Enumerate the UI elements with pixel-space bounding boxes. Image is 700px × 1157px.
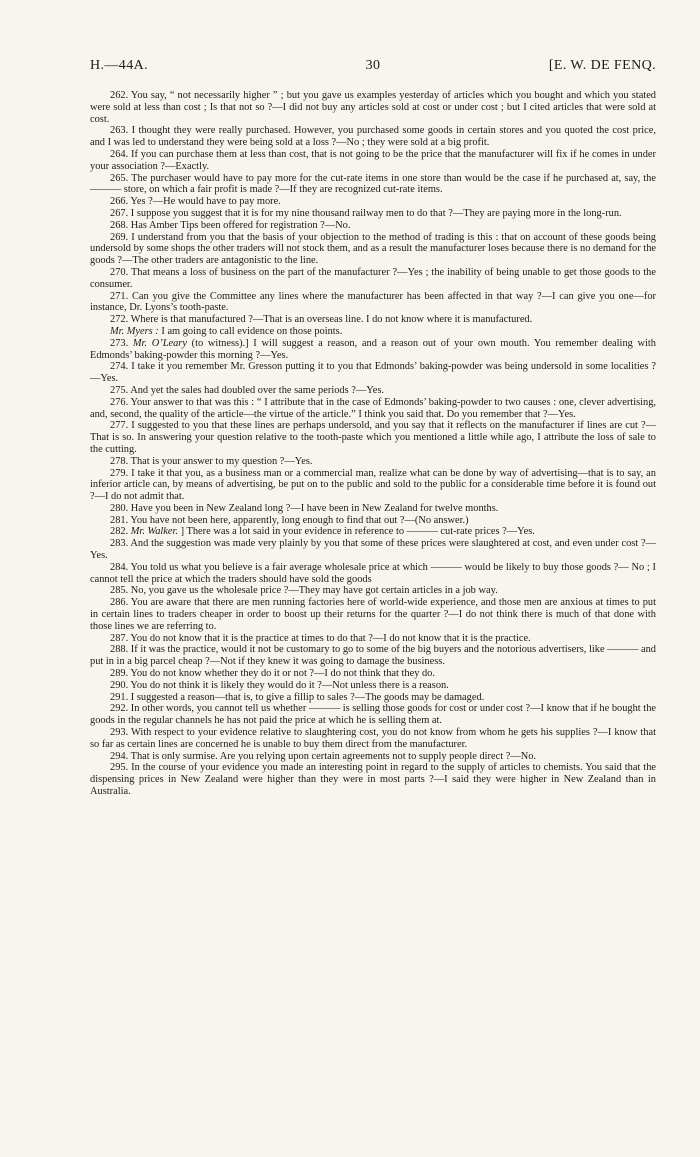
transcript-paragraph — [90, 562, 656, 586]
transcript-paragraph — [90, 420, 656, 455]
paragraph-text: 263. I thought they were really purchased. However, you purchased some goods in certain stores and you quoted the cost price, and I was led to understand they were being sold at a loss ?—No ; they were sold at a big profit. — [90, 125, 656, 149]
transcript-paragraph — [90, 173, 656, 197]
evidence-transcript — [90, 90, 656, 798]
transcript-paragraph — [90, 633, 656, 645]
paragraph-text: 272. Where is that manufactured ?—That is an overseas line. I do not know where it is manufactured. — [110, 314, 533, 326]
transcript-paragraph — [90, 149, 656, 173]
paragraph-text: 295. In the course of your evidence you made an interesting point in regard to the supply of articles to chemists. You said that the dispensing prices in New Zealand were higher than they were in most parts ?—I said they were higher in New Zealand than in Australia. — [90, 762, 656, 798]
paragraph-text: 271. Can you give the Committee any lines where the manufacturer has been affected in that way ?—I can give you one—for instance, Dr. Lyons’s tooth-paste. — [90, 290, 656, 314]
paragraph-number: 282. — [110, 526, 131, 538]
transcript-paragraph — [90, 326, 656, 338]
paragraph-text: 281. You have not been here, apparently, long enough to find that out ?—(No answer.) — [110, 514, 469, 526]
paragraph-text: 286. You are aware that there are men running factories here of world-wide experience, and those men are anxious at times to put in certain lines to traders cheaper in order to boost up their returns for the quarter ?—I do not think there is much of that done with those lines we are referring to. — [90, 597, 656, 632]
transcript-paragraph — [90, 125, 656, 149]
transcript-paragraph — [90, 727, 656, 751]
paragraph-text: 278. That is your answer to my question ?—Yes. — [110, 455, 313, 467]
transcript-paragraph — [90, 291, 656, 315]
paragraph-number: 273. — [110, 337, 133, 349]
paragraph-text: 269. I understand from you that the basis of your objection to the method of trading is this : that on account of these goods being undersold by some shops the other traders will not stock them, and as a result the manufacturer loses because there is no demand for the goods ?—The other traders are antagonistic to the line. — [90, 231, 656, 267]
paragraph-text: 287. You do not know that it is the practice at times to do that ?—I do not know that it is the practice. — [110, 632, 531, 644]
transcript-paragraph — [90, 314, 656, 326]
transcript-paragraph — [90, 644, 656, 668]
paragraph-text: 275. And yet the sales had doubled over the same periods ?—Yes. — [110, 384, 384, 396]
transcript-paragraph — [90, 762, 656, 797]
transcript-paragraph — [90, 538, 656, 562]
paragraph-text: 265. The purchaser would have to pay more for the cut-rate items in one store than would be the case if he purchased at, say, the ——— store, on which a fair profit is made ?—If they are recognized cut-rate items. — [90, 172, 656, 196]
paragraph-text: 284. You told us what you believe is a fair average wholesale price at which ——— would be likely to buy those goods ?— No ; I cannot tell the price at which the traders should have sold the goods — [90, 561, 656, 585]
paragraph-text: 291. I suggested a reason—that is, to give a fillip to sales ?—The goods may be damaged. — [110, 691, 485, 703]
paragraph-text: 285. No, you gave us the wholesale price ?—They may have got certain articles in a job way. — [110, 585, 498, 597]
transcript-paragraph — [90, 456, 656, 468]
transcript-paragraph — [90, 503, 656, 515]
paragraph-text: 294. That is only surmise. Are you relying upon certain agreements not to supply people direct ?—No. — [110, 750, 537, 762]
paragraph-text: 277. I suggested to you that these lines are perhaps undersold, and you say that it reflects on the manufacturer if lines are cut ?—That is so. In answering your question relative to the tooth-paste which you mentioned a little while ago, I attribute the loss of sale to the cutting. — [90, 420, 656, 455]
paragraph-text: 276. Your answer to that was this : “ I attribute that in the case of Edmonds’ baking-powder to two causes : one, clever advertising, and, second, the quality of the article—the virtue of the article.” I think you said that. Do you remember that ?—Yes. — [90, 396, 656, 420]
paragraph-text: ] There was a lot said in your evidence in reference to ——— cut-rate prices ?—Yes. — [180, 526, 535, 538]
paragraph-text: I am going to call evidence on those points. — [161, 325, 343, 337]
document-reference: H.—44A. — [90, 58, 149, 73]
page-header — [90, 58, 656, 88]
paragraph-text: 293. With respect to your evidence relative to slaughtering cost, you do not know from whom he gets his supplies ?—I know that so far as certain lines are concerned he is unable to buy them direct from the manufacturer. — [90, 727, 656, 750]
transcript-paragraph — [90, 680, 656, 692]
transcript-paragraph — [90, 220, 656, 232]
speaker-name: Mr. Myers : — [110, 325, 159, 337]
transcript-paragraph — [90, 668, 656, 680]
transcript-paragraph — [90, 692, 656, 704]
transcript-paragraph — [90, 232, 656, 267]
paragraph-text: 267. I suppose you suggest that it is for my nine thousand railway men to do that ?—They are paying more in the long-run. — [110, 207, 622, 219]
paragraph-text: 289. You do not know whether they do it or not ?—I do not think that they do. — [110, 668, 435, 680]
paragraph-text: 279. I take it that you, as a business man or a commercial man, realize what can be done by way of advertising—that is to say, an inferior article can, by means of advertising, be put on to the public and sold to the public for a considerable time before it is found out ?—I do not admit that. — [90, 467, 656, 503]
transcript-paragraph — [90, 703, 656, 727]
paragraph-text: (to witness).] I will suggest a reason, and a reason out of your own mouth. You remember dealing with Edmonds’ baking-powder this morning ?—Yes. — [90, 337, 657, 361]
speaker-name: Mr. Walker. — [130, 526, 179, 538]
paragraph-text: 274. I take it you remember Mr. Gresson putting it to you that Edmonds’ baking-powder was being undersold in some localities ?—Yes. — [90, 361, 656, 385]
transcript-paragraph — [90, 468, 656, 503]
paragraph-text: 262. You say, “ not necessarily higher ” ; but you gave us examples yesterday of articles which you bought and which you stated were sold at less than cost ; Is that not so ?—I did not buy any articles sold at cost or under cost ; but I cited articles that were sold at cost. — [90, 90, 656, 125]
transcript-paragraph — [90, 397, 656, 421]
transcript-paragraph — [90, 208, 656, 220]
paragraph-text: 270. That means a loss of business on the part of the manufacturer ?—Yes ; the inability of being unable to get those goods to the consumer. — [90, 266, 656, 290]
paragraph-text: 290. You do not think it is likely they would do it ?—Not unless there is a reason. — [110, 679, 449, 691]
transcript-paragraph — [90, 526, 656, 538]
transcript-paragraph — [90, 585, 656, 597]
paragraph-text: 264. If you can purchase them at less than cost, that is not going to be the price that the manufacturer will fix if he comes in under your association ?—Exactly. — [90, 148, 656, 172]
transcript-paragraph — [90, 597, 656, 632]
speaker-name: Mr. O’Leary — [132, 337, 187, 349]
transcript-paragraph — [90, 361, 656, 385]
paragraph-text: 266. Yes ?—He would have to pay more. — [110, 196, 281, 208]
transcript-paragraph — [90, 338, 656, 362]
transcript-paragraph — [90, 90, 656, 125]
transcript-paragraph — [90, 385, 656, 397]
page-number: 30 — [365, 58, 381, 73]
transcript-paragraph — [90, 267, 656, 291]
paragraph-text: 280. Have you been in New Zealand long ?—I have been in New Zealand for twelve months. — [110, 502, 499, 514]
witness-name: [E. W. DE FENQ. — [548, 58, 656, 73]
transcript-paragraph — [90, 751, 656, 763]
paragraph-text: 283. And the suggestion was made very plainly by you that some of these prices were slaughtered at cost, and even under cost ?—Yes. — [90, 538, 656, 562]
paragraph-text: 268. Has Amber Tips been offered for registration ?—No. — [110, 219, 351, 231]
transcript-paragraph — [90, 515, 656, 527]
paragraph-text: 292. In other words, you cannot tell us whether ——— is selling those goods for cost or under cost ?—I know that if he bought the goods in the regular channels he has not paid the price at which he is selling them at. — [90, 703, 656, 727]
transcript-paragraph — [90, 196, 656, 208]
paragraph-text: 288. If it was the practice, would it not be customary to go to some of the big buyers and the notorious advertisers, like ——— and put in in a big parcel cheap ?—Not if they knew it was going to damage the business. — [90, 644, 656, 668]
